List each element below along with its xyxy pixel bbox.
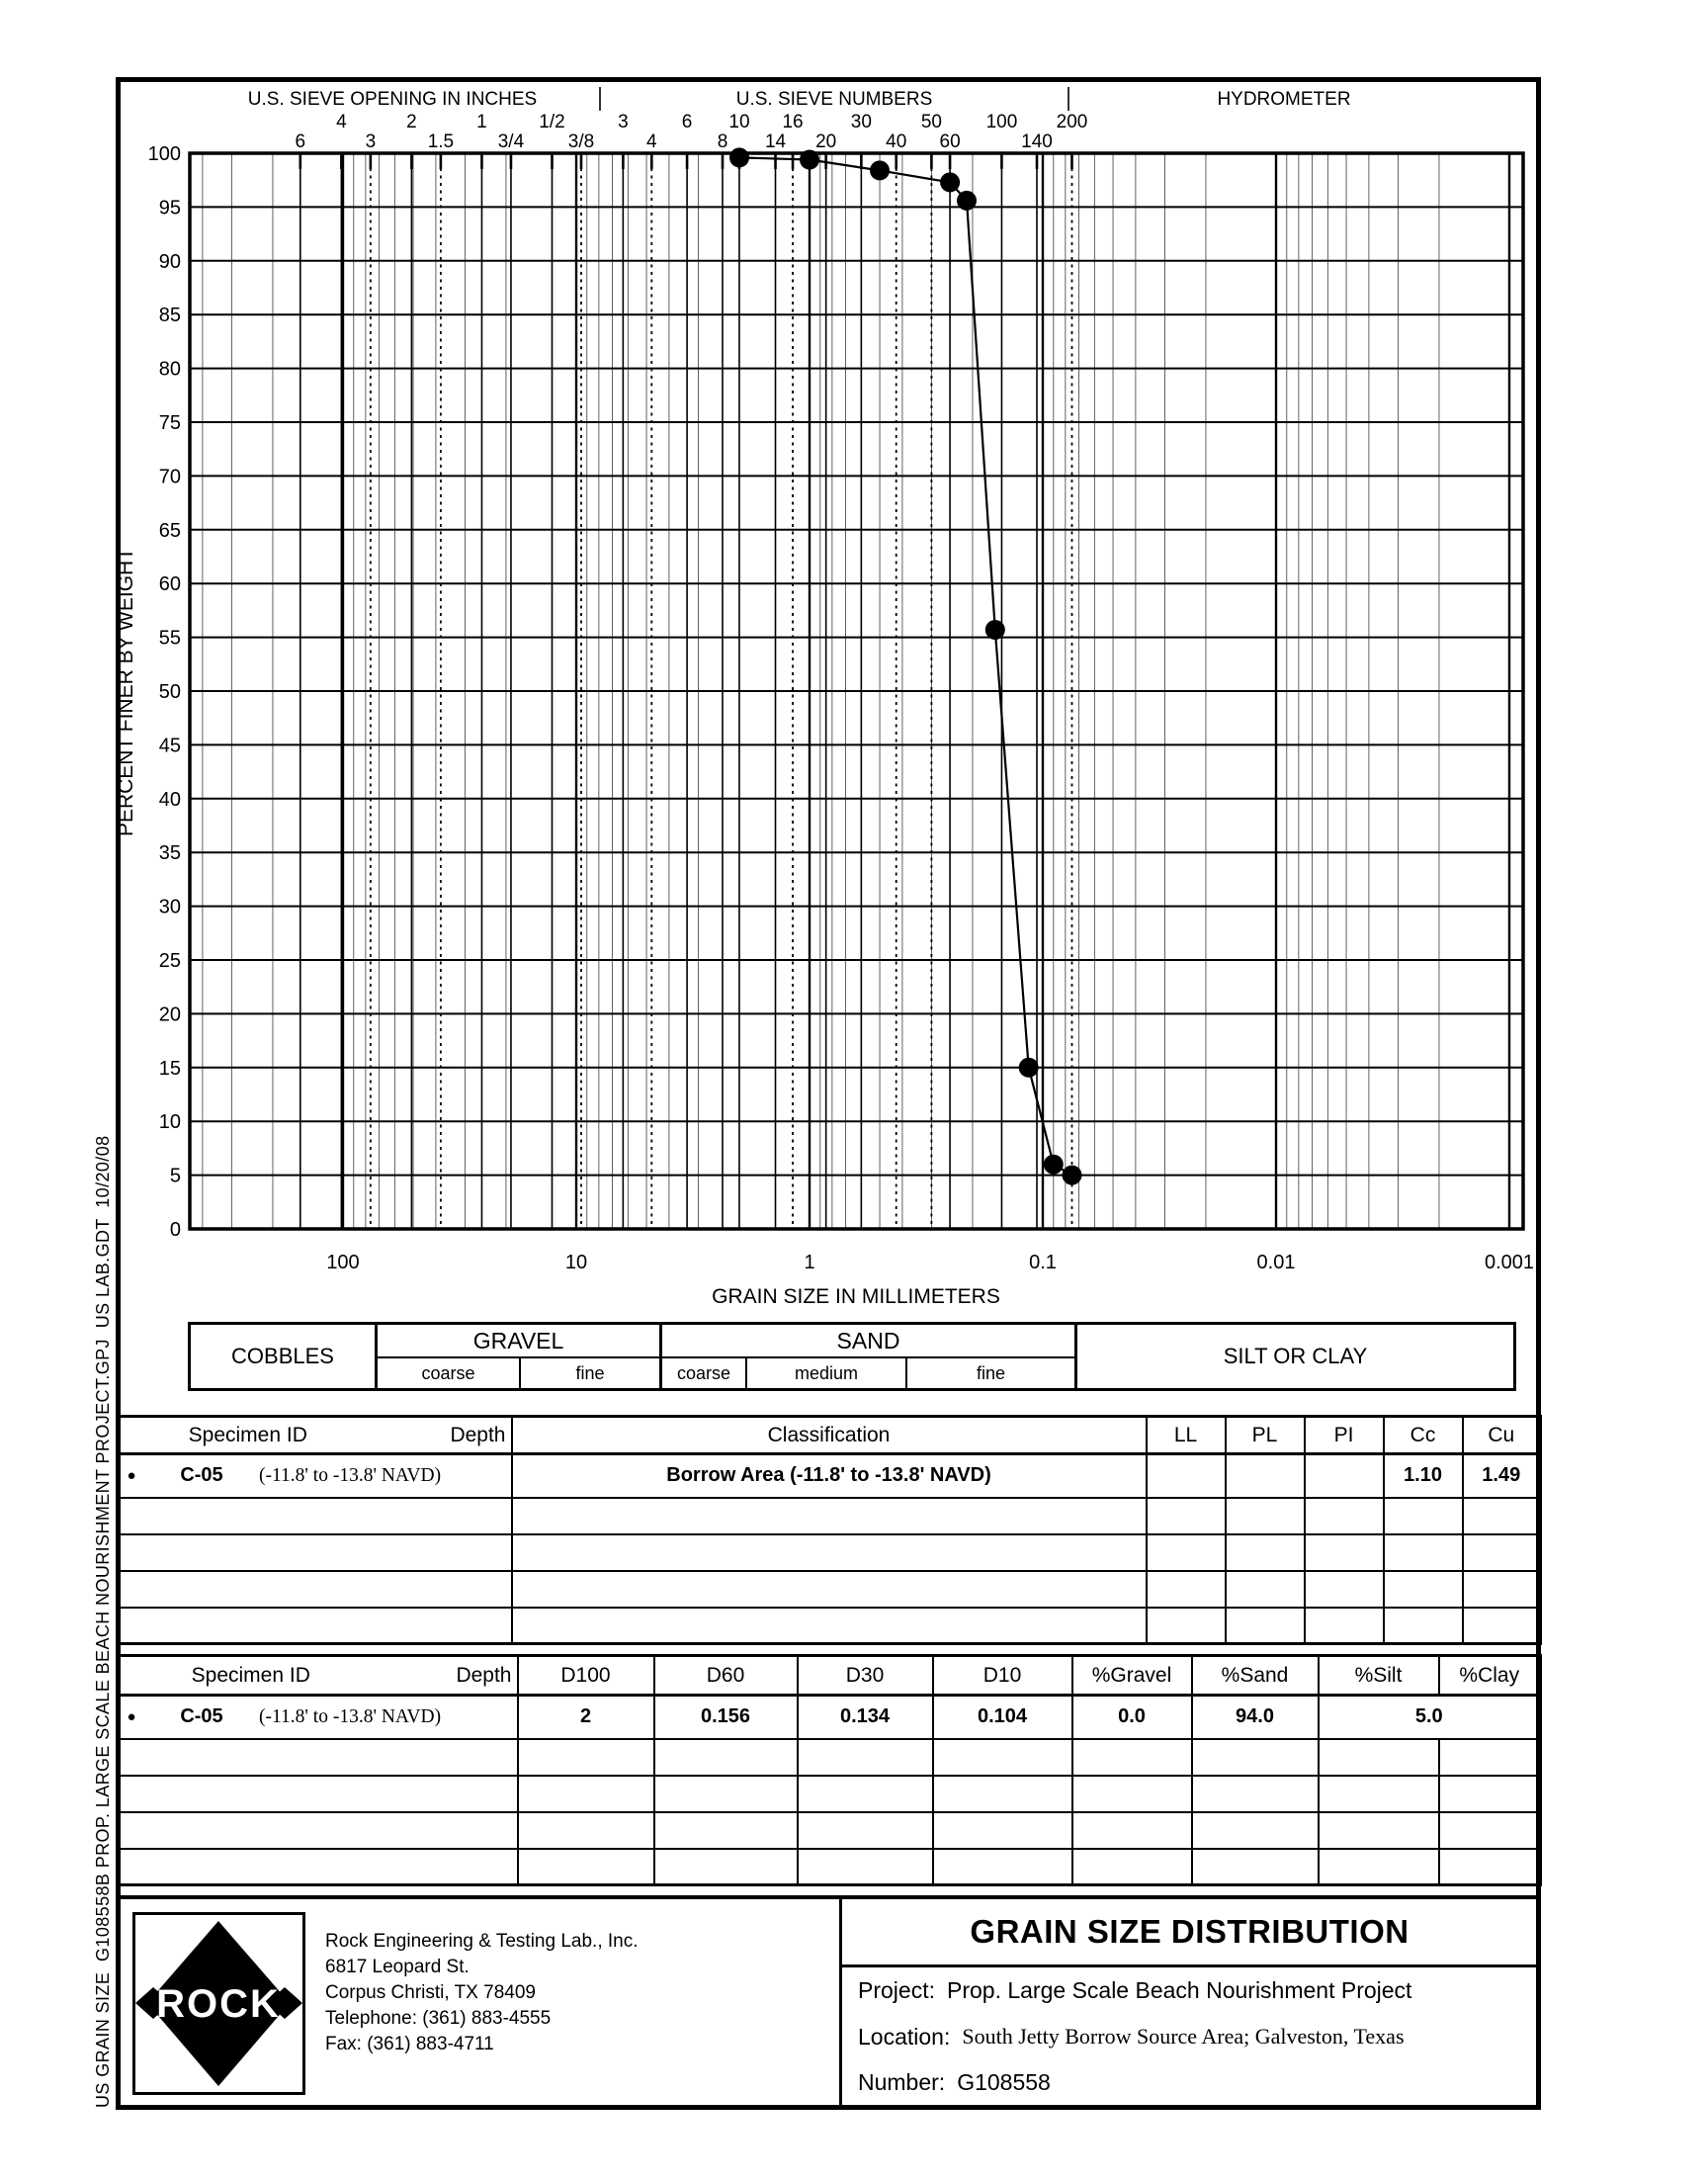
svg-text:6: 6 xyxy=(295,131,306,152)
curve-point xyxy=(800,150,819,170)
curve-point xyxy=(1019,1058,1039,1078)
cc-value: 1.10 xyxy=(1384,1454,1463,1498)
empty-row xyxy=(118,1534,1541,1571)
col-d60: D60 xyxy=(654,1656,798,1696)
axis-section-hydrometer: HYDROMETER xyxy=(1217,89,1351,110)
size-fraction-bar xyxy=(188,1322,1516,1391)
number-row xyxy=(842,2059,1537,2106)
company-panel xyxy=(120,1899,842,2106)
svg-text:0.01: 0.01 xyxy=(1256,1252,1296,1273)
curve-point xyxy=(1044,1155,1064,1175)
specimen-id: C-05 xyxy=(180,1705,223,1728)
project-value: Prop. Large Scale Beach Nourishment Project xyxy=(946,1976,1412,2003)
curve-point xyxy=(957,191,977,211)
svg-text:100: 100 xyxy=(147,143,181,165)
col-pct-gravel: %Gravel xyxy=(1072,1656,1192,1696)
col-d30: D30 xyxy=(798,1656,933,1696)
empty-row xyxy=(118,1571,1541,1608)
fraction-label: GRAVEL xyxy=(378,1325,659,1358)
d100-value: 2 xyxy=(518,1696,654,1739)
svg-text:3: 3 xyxy=(365,131,377,152)
fraction-label: SILT OR CLAY xyxy=(1223,1344,1368,1368)
pl-value xyxy=(1226,1454,1305,1498)
file-info-sidebar-text: US GRAIN SIZE G108558B PROP. LARGE SCALE BEACH NOURISHMENT PROJECT.GPJ US LAB.GDT 10/20/08 xyxy=(93,1135,113,2108)
cu-value: 1.49 xyxy=(1463,1454,1541,1498)
svg-text:60: 60 xyxy=(939,131,961,152)
pi-value xyxy=(1305,1454,1384,1498)
col-pl: PL xyxy=(1226,1417,1305,1454)
project-row xyxy=(842,1967,1537,2014)
col-pct-sand: %Sand xyxy=(1192,1656,1319,1696)
location-label: Location: xyxy=(858,2023,951,2050)
fraction-label: SAND xyxy=(662,1325,1074,1358)
empty-row xyxy=(118,1776,1541,1812)
classification-table xyxy=(116,1415,1542,1645)
d60-value: 0.156 xyxy=(654,1696,798,1739)
svg-text:10: 10 xyxy=(728,112,750,132)
svg-text:40: 40 xyxy=(886,131,907,152)
curve-point xyxy=(870,160,890,180)
grain-curve xyxy=(729,147,1082,1184)
svg-text:30: 30 xyxy=(850,112,872,132)
col-d100: D100 xyxy=(518,1656,654,1696)
svg-text:14: 14 xyxy=(764,131,787,152)
svg-text:30: 30 xyxy=(158,896,181,918)
svg-text:2: 2 xyxy=(406,112,417,132)
chart-gridlines xyxy=(190,153,1523,1229)
fraction-sublabel: medium xyxy=(745,1358,905,1388)
axis-section-sieve-numbers: U.S. SIEVE NUMBERS xyxy=(735,89,933,110)
empty-row xyxy=(118,1608,1541,1644)
svg-text:16: 16 xyxy=(782,112,804,132)
specimen-id: C-05 xyxy=(180,1464,223,1487)
fraction-label: COBBLES xyxy=(231,1344,334,1368)
chart-tick-labels xyxy=(148,112,1534,1273)
company-address xyxy=(325,1929,639,2057)
svg-text:3/4: 3/4 xyxy=(497,131,525,152)
col-classification: Classification xyxy=(512,1417,1147,1454)
svg-text:10: 10 xyxy=(158,1111,181,1134)
svg-text:35: 35 xyxy=(158,842,181,865)
empty-row xyxy=(118,1498,1541,1534)
svg-text:90: 90 xyxy=(158,250,181,273)
curve-line xyxy=(739,157,1072,1175)
svg-text:55: 55 xyxy=(158,627,181,650)
col-pct-silt: %Silt xyxy=(1319,1656,1439,1696)
table-row xyxy=(118,1454,1541,1498)
fraction-sublabel: coarse xyxy=(676,1362,731,1383)
fraction-cobbles xyxy=(191,1325,375,1388)
svg-text:50: 50 xyxy=(920,112,942,132)
svg-text:45: 45 xyxy=(158,735,181,757)
pct-sand-value: 94.0 xyxy=(1192,1696,1319,1739)
svg-text:0.001: 0.001 xyxy=(1484,1252,1535,1273)
svg-text:65: 65 xyxy=(158,519,181,542)
company-phone: Telephone: (361) 883-4555 xyxy=(325,2008,552,2029)
svg-text:75: 75 xyxy=(158,412,181,434)
report-panel xyxy=(842,1899,1537,2106)
fraction-silt-clay xyxy=(1074,1325,1513,1388)
svg-text:1: 1 xyxy=(804,1252,815,1273)
company-fax: Fax: (361) 883-4711 xyxy=(325,2034,494,2054)
series-marker: ● xyxy=(127,1467,136,1485)
col-pct-clay: %Clay xyxy=(1439,1656,1541,1696)
table-header-row xyxy=(118,1656,1541,1696)
curve-point xyxy=(940,172,960,192)
svg-text:0: 0 xyxy=(169,1219,181,1241)
company-name: Rock Engineering & Testing Lab., Inc. xyxy=(325,1931,639,1952)
col-d10: D10 xyxy=(933,1656,1072,1696)
svg-text:1/2: 1/2 xyxy=(539,112,565,132)
logo-text: ROCK xyxy=(156,1982,281,2026)
svg-text:15: 15 xyxy=(158,1057,181,1080)
project-label: Project: xyxy=(858,1976,935,2003)
curve-point xyxy=(729,147,749,167)
empty-row xyxy=(118,1812,1541,1849)
classification-value: Borrow Area (-11.8' to -13.8' NAVD) xyxy=(512,1454,1147,1498)
col-pi: PI xyxy=(1305,1417,1384,1454)
svg-text:25: 25 xyxy=(158,950,181,972)
curve-point xyxy=(985,620,1005,640)
y-axis-title: PERCENT FINER BY WEIGHT xyxy=(115,547,137,837)
svg-text:0.1: 0.1 xyxy=(1029,1252,1057,1273)
svg-text:3/8: 3/8 xyxy=(567,131,595,152)
svg-text:4: 4 xyxy=(646,131,657,152)
svg-text:8: 8 xyxy=(717,131,728,152)
location-row xyxy=(842,2014,1537,2060)
svg-text:6: 6 xyxy=(681,112,693,132)
pct-silt-clay-value: 5.0 xyxy=(1319,1696,1541,1739)
col-specimen-id: Specimen ID xyxy=(191,1663,310,1687)
ll-value xyxy=(1147,1454,1226,1498)
svg-text:1.5: 1.5 xyxy=(427,131,455,152)
table-header-row xyxy=(118,1417,1541,1454)
svg-text:95: 95 xyxy=(158,197,181,219)
col-depth: Depth xyxy=(456,1663,512,1687)
col-specimen-id: Specimen ID xyxy=(188,1423,307,1446)
fraction-sublabel: fine xyxy=(519,1358,659,1388)
specimen-depth: (-11.8' to -13.8' NAVD) xyxy=(259,1464,442,1486)
svg-text:100: 100 xyxy=(326,1252,360,1273)
company-city: Corpus Christi, TX 78409 xyxy=(325,1982,536,2003)
svg-text:60: 60 xyxy=(158,573,181,596)
svg-text:100: 100 xyxy=(985,112,1018,132)
curve-point xyxy=(1063,1166,1082,1185)
col-cu: Cu xyxy=(1463,1417,1541,1454)
gradation-table xyxy=(116,1654,1542,1886)
col-depth: Depth xyxy=(450,1423,506,1446)
rock-logo xyxy=(132,1912,305,2100)
col-ll: LL xyxy=(1147,1417,1226,1454)
empty-row xyxy=(118,1739,1541,1776)
axis-section-sieve-inches: U.S. SIEVE OPENING IN INCHES xyxy=(247,89,538,110)
specimen-depth: (-11.8' to -13.8' NAVD) xyxy=(259,1705,442,1727)
svg-text:4: 4 xyxy=(336,112,347,132)
svg-text:3: 3 xyxy=(618,112,629,132)
fraction-sand xyxy=(659,1325,1074,1388)
svg-text:200: 200 xyxy=(1056,112,1088,132)
company-street: 6817 Leopard St. xyxy=(325,1957,470,1977)
series-marker: ● xyxy=(127,1708,136,1726)
svg-text:50: 50 xyxy=(158,681,181,703)
location-value: South Jetty Borrow Source Area; Galveston, Texas xyxy=(962,2024,1405,2049)
d30-value: 0.134 xyxy=(798,1696,933,1739)
svg-text:20: 20 xyxy=(158,1004,181,1026)
col-cc: Cc xyxy=(1384,1417,1463,1454)
fraction-sublabel: fine xyxy=(905,1358,1074,1388)
title-block xyxy=(116,1895,1541,2110)
svg-text:1: 1 xyxy=(476,112,487,132)
number-label: Number: xyxy=(858,2069,946,2096)
table-row xyxy=(118,1696,1541,1739)
empty-row xyxy=(118,1849,1541,1885)
svg-text:70: 70 xyxy=(158,466,181,488)
fraction-gravel xyxy=(375,1325,659,1388)
pct-gravel-value: 0.0 xyxy=(1072,1696,1192,1739)
report-title: GRAIN SIZE DISTRIBUTION xyxy=(842,1899,1537,1967)
x-axis-title: GRAIN SIZE IN MILLIMETERS xyxy=(712,1285,1000,1308)
d10-value: 0.104 xyxy=(933,1696,1072,1739)
svg-text:40: 40 xyxy=(158,788,181,811)
number-value: G108558 xyxy=(957,2069,1051,2096)
svg-text:140: 140 xyxy=(1021,131,1053,152)
svg-text:5: 5 xyxy=(169,1165,181,1187)
svg-text:10: 10 xyxy=(564,1252,588,1273)
svg-text:85: 85 xyxy=(158,305,181,327)
svg-text:20: 20 xyxy=(815,131,837,152)
svg-text:80: 80 xyxy=(158,358,181,381)
fraction-sublabel: coarse xyxy=(421,1362,475,1383)
